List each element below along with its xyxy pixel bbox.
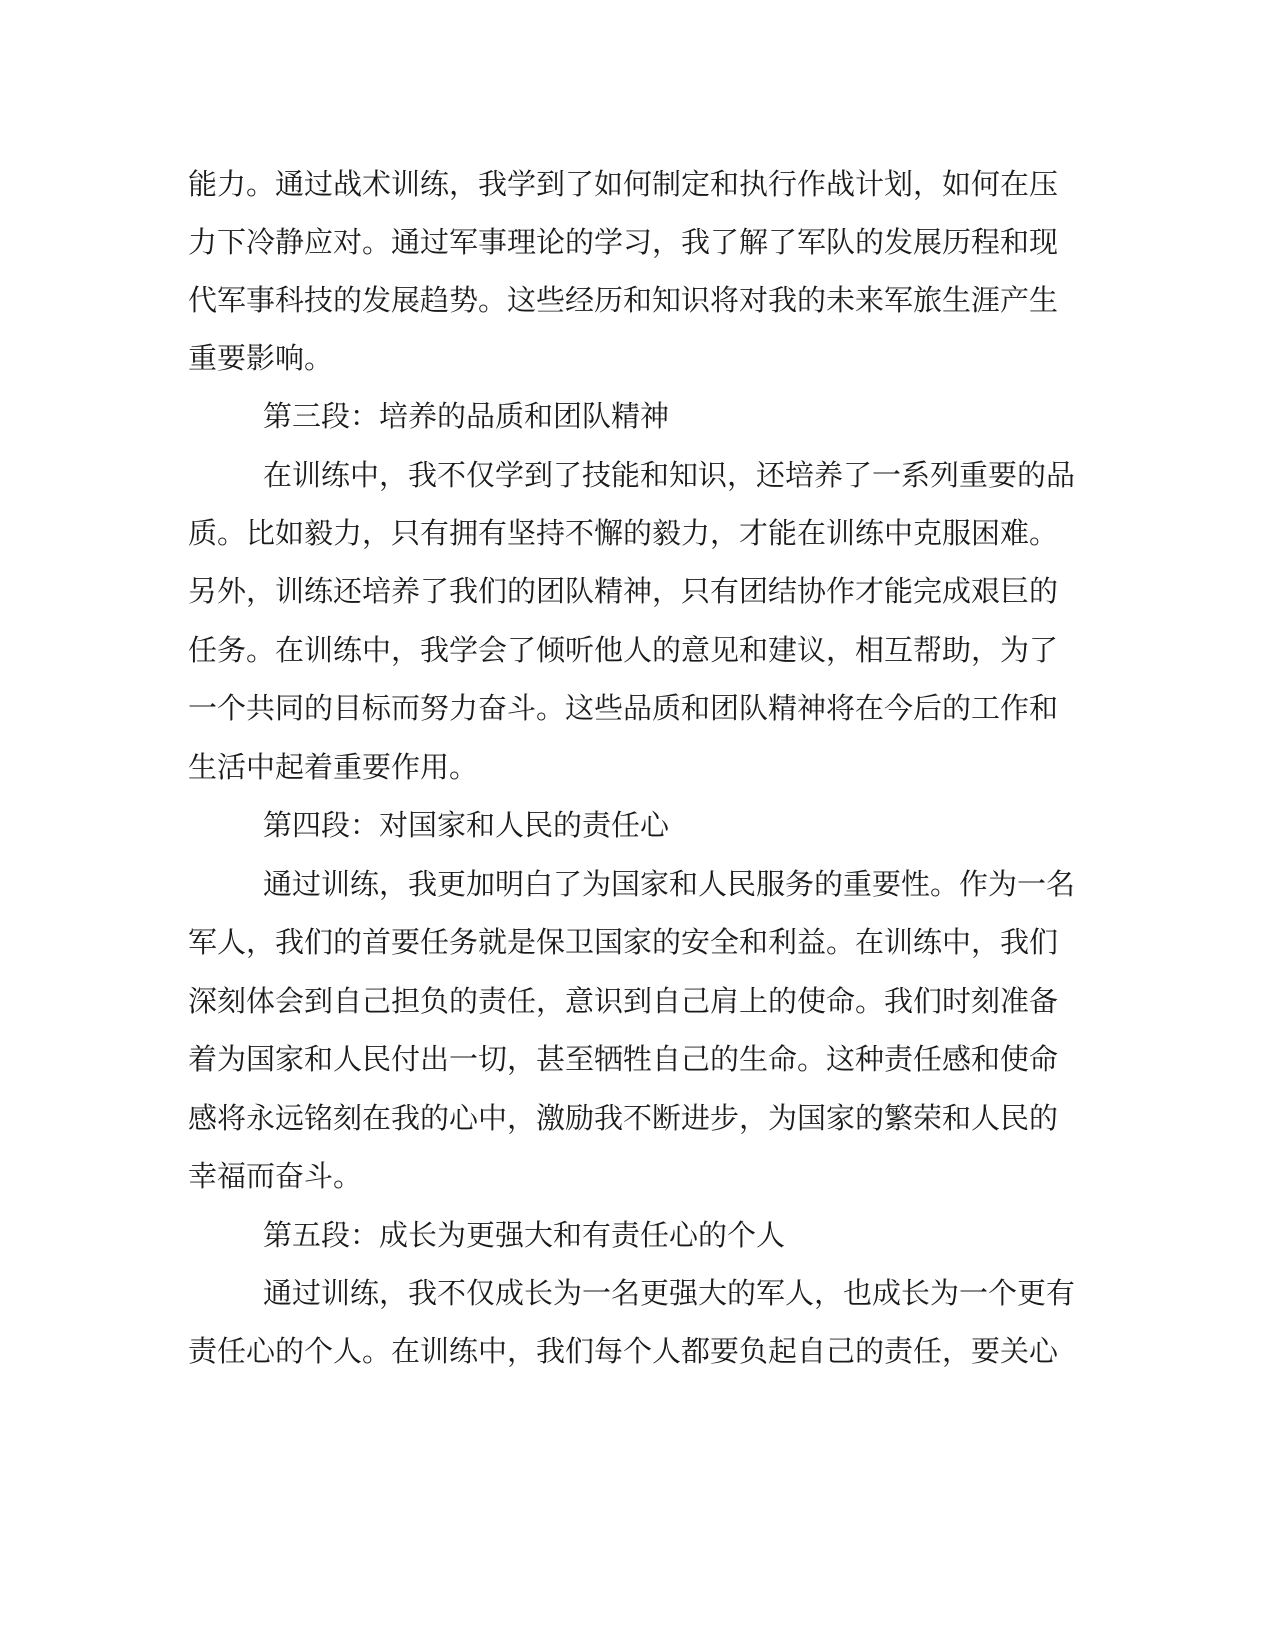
paragraph-line: 质。比如毅力，只有拥有坚持不懈的毅力，才能在训练中克服困难。 bbox=[188, 516, 1059, 550]
section-heading: 第四段：对国家和人民的责任心 bbox=[263, 808, 670, 842]
paragraph-line: 能力。通过战术训练，我学到了如何制定和执行作战计划，如何在压 bbox=[188, 167, 1059, 201]
section-heading: 第三段：培养的品质和团队精神 bbox=[263, 399, 670, 433]
paragraph-line: 着为国家和人民付出一切，甚至牺牲自己的生命。这种责任感和使命 bbox=[188, 1042, 1059, 1076]
paragraph-line: 另外，训练还培养了我们的团队精神，只有团结协作才能完成艰巨的 bbox=[188, 574, 1059, 608]
paragraph-line: 军人，我们的首要任务就是保卫国家的安全和利益。在训练中，我们 bbox=[188, 925, 1059, 959]
paragraph-line: 感将永远铭刻在我的心中，激励我不断进步，为国家的繁荣和人民的 bbox=[188, 1101, 1059, 1135]
section-heading: 第五段：成长为更强大和有责任心的个人 bbox=[263, 1218, 786, 1252]
paragraph-line: 通过训练，我不仅成长为一名更强大的军人，也成长为一个更有 bbox=[263, 1276, 1076, 1310]
paragraph-line: 在训练中，我不仅学到了技能和知识，还培养了一系列重要的品 bbox=[263, 458, 1076, 492]
paragraph-line: 任务。在训练中，我学会了倾听他人的意见和建议，相互帮助，为了 bbox=[188, 633, 1059, 667]
paragraph-line: 幸福而奋斗。 bbox=[188, 1159, 363, 1193]
paragraph-line: 通过训练，我更加明白了为国家和人民服务的重要性。作为一名 bbox=[263, 867, 1076, 901]
paragraph-line: 代军事科技的发展趋势。这些经历和知识将对我的未来军旅生涯产生 bbox=[188, 283, 1059, 317]
paragraph-line: 深刻体会到自己担负的责任，意识到自己肩上的使命。我们时刻准备 bbox=[188, 984, 1059, 1018]
paragraph-line: 责任心的个人。在训练中，我们每个人都要负起自己的责任，要关心 bbox=[188, 1334, 1059, 1368]
paragraph-line: 力下冷静应对。通过军事理论的学习，我了解了军队的发展历程和现 bbox=[188, 225, 1059, 259]
paragraph-line: 生活中起着重要作用。 bbox=[188, 750, 479, 784]
paragraph-line: 一个共同的目标而努力奋斗。这些品质和团队精神将在今后的工作和 bbox=[188, 691, 1059, 725]
paragraph-line: 重要影响。 bbox=[188, 341, 334, 375]
